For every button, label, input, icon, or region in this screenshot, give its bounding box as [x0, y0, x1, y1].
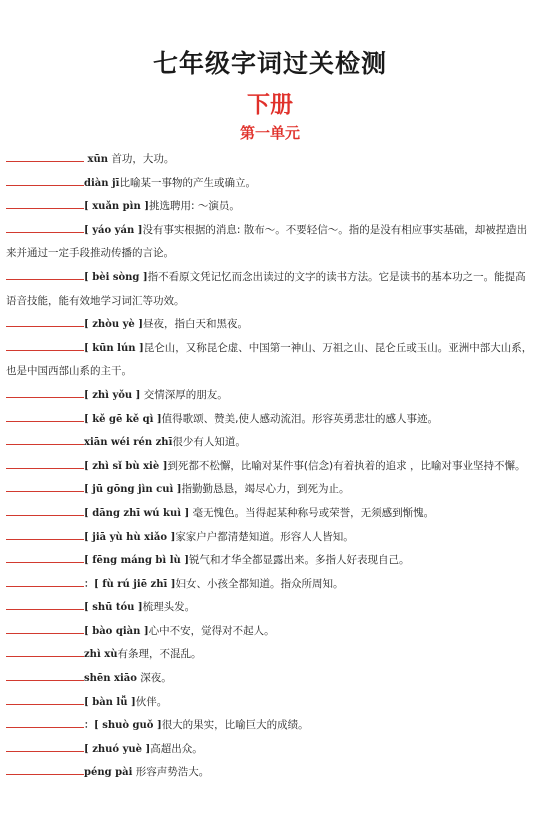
- definition-text: 值得歌颂、赞美,使人感动流泪。形容英勇悲壮的感人事迹。: [161, 412, 438, 425]
- answer-blank[interactable]: [6, 222, 84, 233]
- pinyin-text: péng pài: [84, 767, 133, 779]
- answer-blank[interactable]: [6, 741, 84, 752]
- vocab-entry: [6, 526, 534, 550]
- pinyin-text: [ kūn lún ]: [84, 342, 144, 354]
- definition-text: 昆仑山，又称昆仑虚、中国第一神山、万祖之山、昆仑丘或玉山。亚洲中部大山系，也是中国西部山系的主干。: [6, 341, 533, 378]
- vocab-entry: [6, 148, 534, 172]
- answer-blank[interactable]: [6, 340, 84, 351]
- vocab-entry: [6, 219, 534, 266]
- vocab-entry: [6, 408, 534, 432]
- vocab-entry: [6, 596, 534, 620]
- definition-text: 高超出众。: [150, 742, 203, 755]
- definition-text: 昼夜，指白天和黑夜。: [142, 318, 248, 331]
- definition-text: 没有事实根据的消息: 散布～。不要轻信～。指的是没有相应事实基础，却被捏造出来并通过一定手段推动传播的言论。: [6, 223, 528, 260]
- vocab-entry: [6, 714, 534, 738]
- pinyin-text: ：[ shuò guǒ ]: [84, 720, 162, 732]
- answer-blank[interactable]: [6, 670, 84, 681]
- definition-text: 很大的果实，比喻巨大的成绩。: [161, 719, 309, 732]
- vocab-entry: [6, 738, 534, 762]
- pinyin-text: [ zhuó yuè ]: [84, 743, 151, 755]
- vocab-entry: [6, 761, 534, 785]
- pinyin-text: [ yáo yán ]: [84, 224, 143, 236]
- answer-blank[interactable]: [6, 151, 84, 162]
- answer-blank[interactable]: [6, 458, 84, 469]
- answer-blank[interactable]: [6, 599, 84, 610]
- answer-blank[interactable]: [6, 481, 84, 492]
- pinyin-text: xūn: [84, 154, 108, 165]
- definition-text: 有条理，不混乱。: [117, 648, 202, 661]
- unit-heading: 第一单元: [239, 124, 300, 142]
- definition-text: 家家户户都清楚知道。形容人人皆知。: [175, 530, 354, 543]
- vocab-entry: [6, 549, 534, 573]
- pinyin-text: ：[ fù rú jiē zhī ]: [84, 578, 176, 590]
- page-title: 七年级字词过关检测: [152, 49, 387, 78]
- answer-blank[interactable]: [6, 434, 84, 445]
- pinyin-text: shēn xiāo: [84, 673, 137, 685]
- vocab-entry: [6, 266, 534, 313]
- pinyin-text: [ zhì sǐ bù xiè ]: [84, 460, 168, 472]
- definition-text: 到死都不松懈，比喻对某件事(信念)有着执着的追求 ，比喻对事业坚持不懈。: [167, 459, 526, 472]
- answer-blank[interactable]: [6, 764, 84, 775]
- vocab-entry: [6, 620, 534, 644]
- answer-blank[interactable]: [6, 316, 84, 327]
- definition-text: 首功，大功。: [107, 153, 175, 165]
- definition-text: 指不看原文凭记忆而念出读过的文字的读书方法。它是读书的基本功之一。能提高语音技能，能有效地学习词汇等功效。: [6, 270, 526, 307]
- definition-text: 锐气和才华全都显露出来。多指人好表现自己。: [188, 554, 410, 567]
- vocab-entry: [6, 643, 534, 667]
- vocab-entry: [6, 172, 534, 196]
- pinyin-text: [ zhòu yè ]: [84, 319, 143, 331]
- definition-text: 心中不安，觉得对不起人。: [148, 624, 275, 637]
- vocab-entry: [6, 667, 534, 691]
- vocab-entry: [6, 313, 534, 337]
- pinyin-text: [ bào qiàn ]: [84, 625, 149, 637]
- pinyin-text: [ zhì yǒu ]: [84, 389, 141, 401]
- definition-text: 形容声势浩大。: [132, 766, 210, 779]
- vocab-entry: [6, 337, 534, 384]
- answer-blank[interactable]: [6, 198, 84, 209]
- vocab-entry: [6, 478, 534, 502]
- definition-text: 深夜。: [136, 672, 172, 685]
- pinyin-text: [ bàn lǚ ]: [84, 696, 136, 708]
- vocab-entry: [6, 384, 534, 408]
- definition-text: 比喻某一事物的产生或确立。: [119, 176, 256, 189]
- answer-blank[interactable]: [6, 411, 84, 422]
- definition-text: 妇女、小孩全都知道。指众所周知。: [175, 577, 344, 590]
- pinyin-text: [ fēng máng bì lù ]: [84, 555, 189, 567]
- answer-blank[interactable]: [6, 552, 84, 563]
- vocab-entry: [6, 195, 534, 219]
- pinyin-text: [ jiā yù hù xiǎo ]: [84, 531, 176, 543]
- answer-blank[interactable]: [6, 175, 84, 186]
- definition-text: 交情深厚的朋友。: [140, 388, 228, 401]
- answer-blank[interactable]: [6, 269, 84, 280]
- pinyin-text: [ dāng zhī wú kuì ]: [84, 507, 190, 519]
- answer-blank[interactable]: [6, 694, 84, 705]
- pinyin-text: [ kě gē kě qì ]: [84, 413, 162, 425]
- answer-blank[interactable]: [6, 505, 84, 516]
- definition-text: 指勤勤恳恳，竭尽心力，到死为止。: [181, 483, 350, 496]
- answer-blank[interactable]: [6, 623, 84, 634]
- pinyin-text: diàn jī: [84, 177, 120, 189]
- definition-text: 伙伴。: [135, 695, 168, 708]
- vocab-entry: [6, 502, 534, 526]
- vocab-entry: [6, 431, 534, 455]
- definition-text: 很少有人知道。: [172, 436, 246, 449]
- answer-blank[interactable]: [6, 387, 84, 398]
- vocab-entry: [6, 455, 534, 479]
- answer-blank[interactable]: [6, 646, 84, 657]
- pinyin-text: zhì xù: [84, 649, 118, 661]
- answer-blank[interactable]: [6, 717, 84, 728]
- vocab-entry: [6, 573, 534, 597]
- definition-text: 挑选聘用: ～演员。: [148, 200, 240, 213]
- vocab-entry: [6, 691, 534, 715]
- pinyin-text: [ shū tóu ]: [84, 602, 143, 614]
- pinyin-text: [ xuǎn pìn ]: [84, 201, 149, 213]
- volume-subtitle: 下册: [247, 92, 293, 118]
- answer-blank[interactable]: [6, 529, 84, 540]
- answer-blank[interactable]: [6, 576, 84, 587]
- pinyin-text: xiān wéi rén zhī: [84, 437, 173, 449]
- definition-text: 毫无愧色。当得起某种称号或荣誉，无须感到惭愧。: [189, 506, 435, 519]
- definition-text: 梳理头发。: [142, 601, 196, 614]
- vocabulary-list: [6, 148, 534, 785]
- pinyin-text: [ bèi sòng ]: [84, 271, 148, 283]
- pinyin-text: [ jū gōng jìn cuì ]: [84, 484, 182, 496]
